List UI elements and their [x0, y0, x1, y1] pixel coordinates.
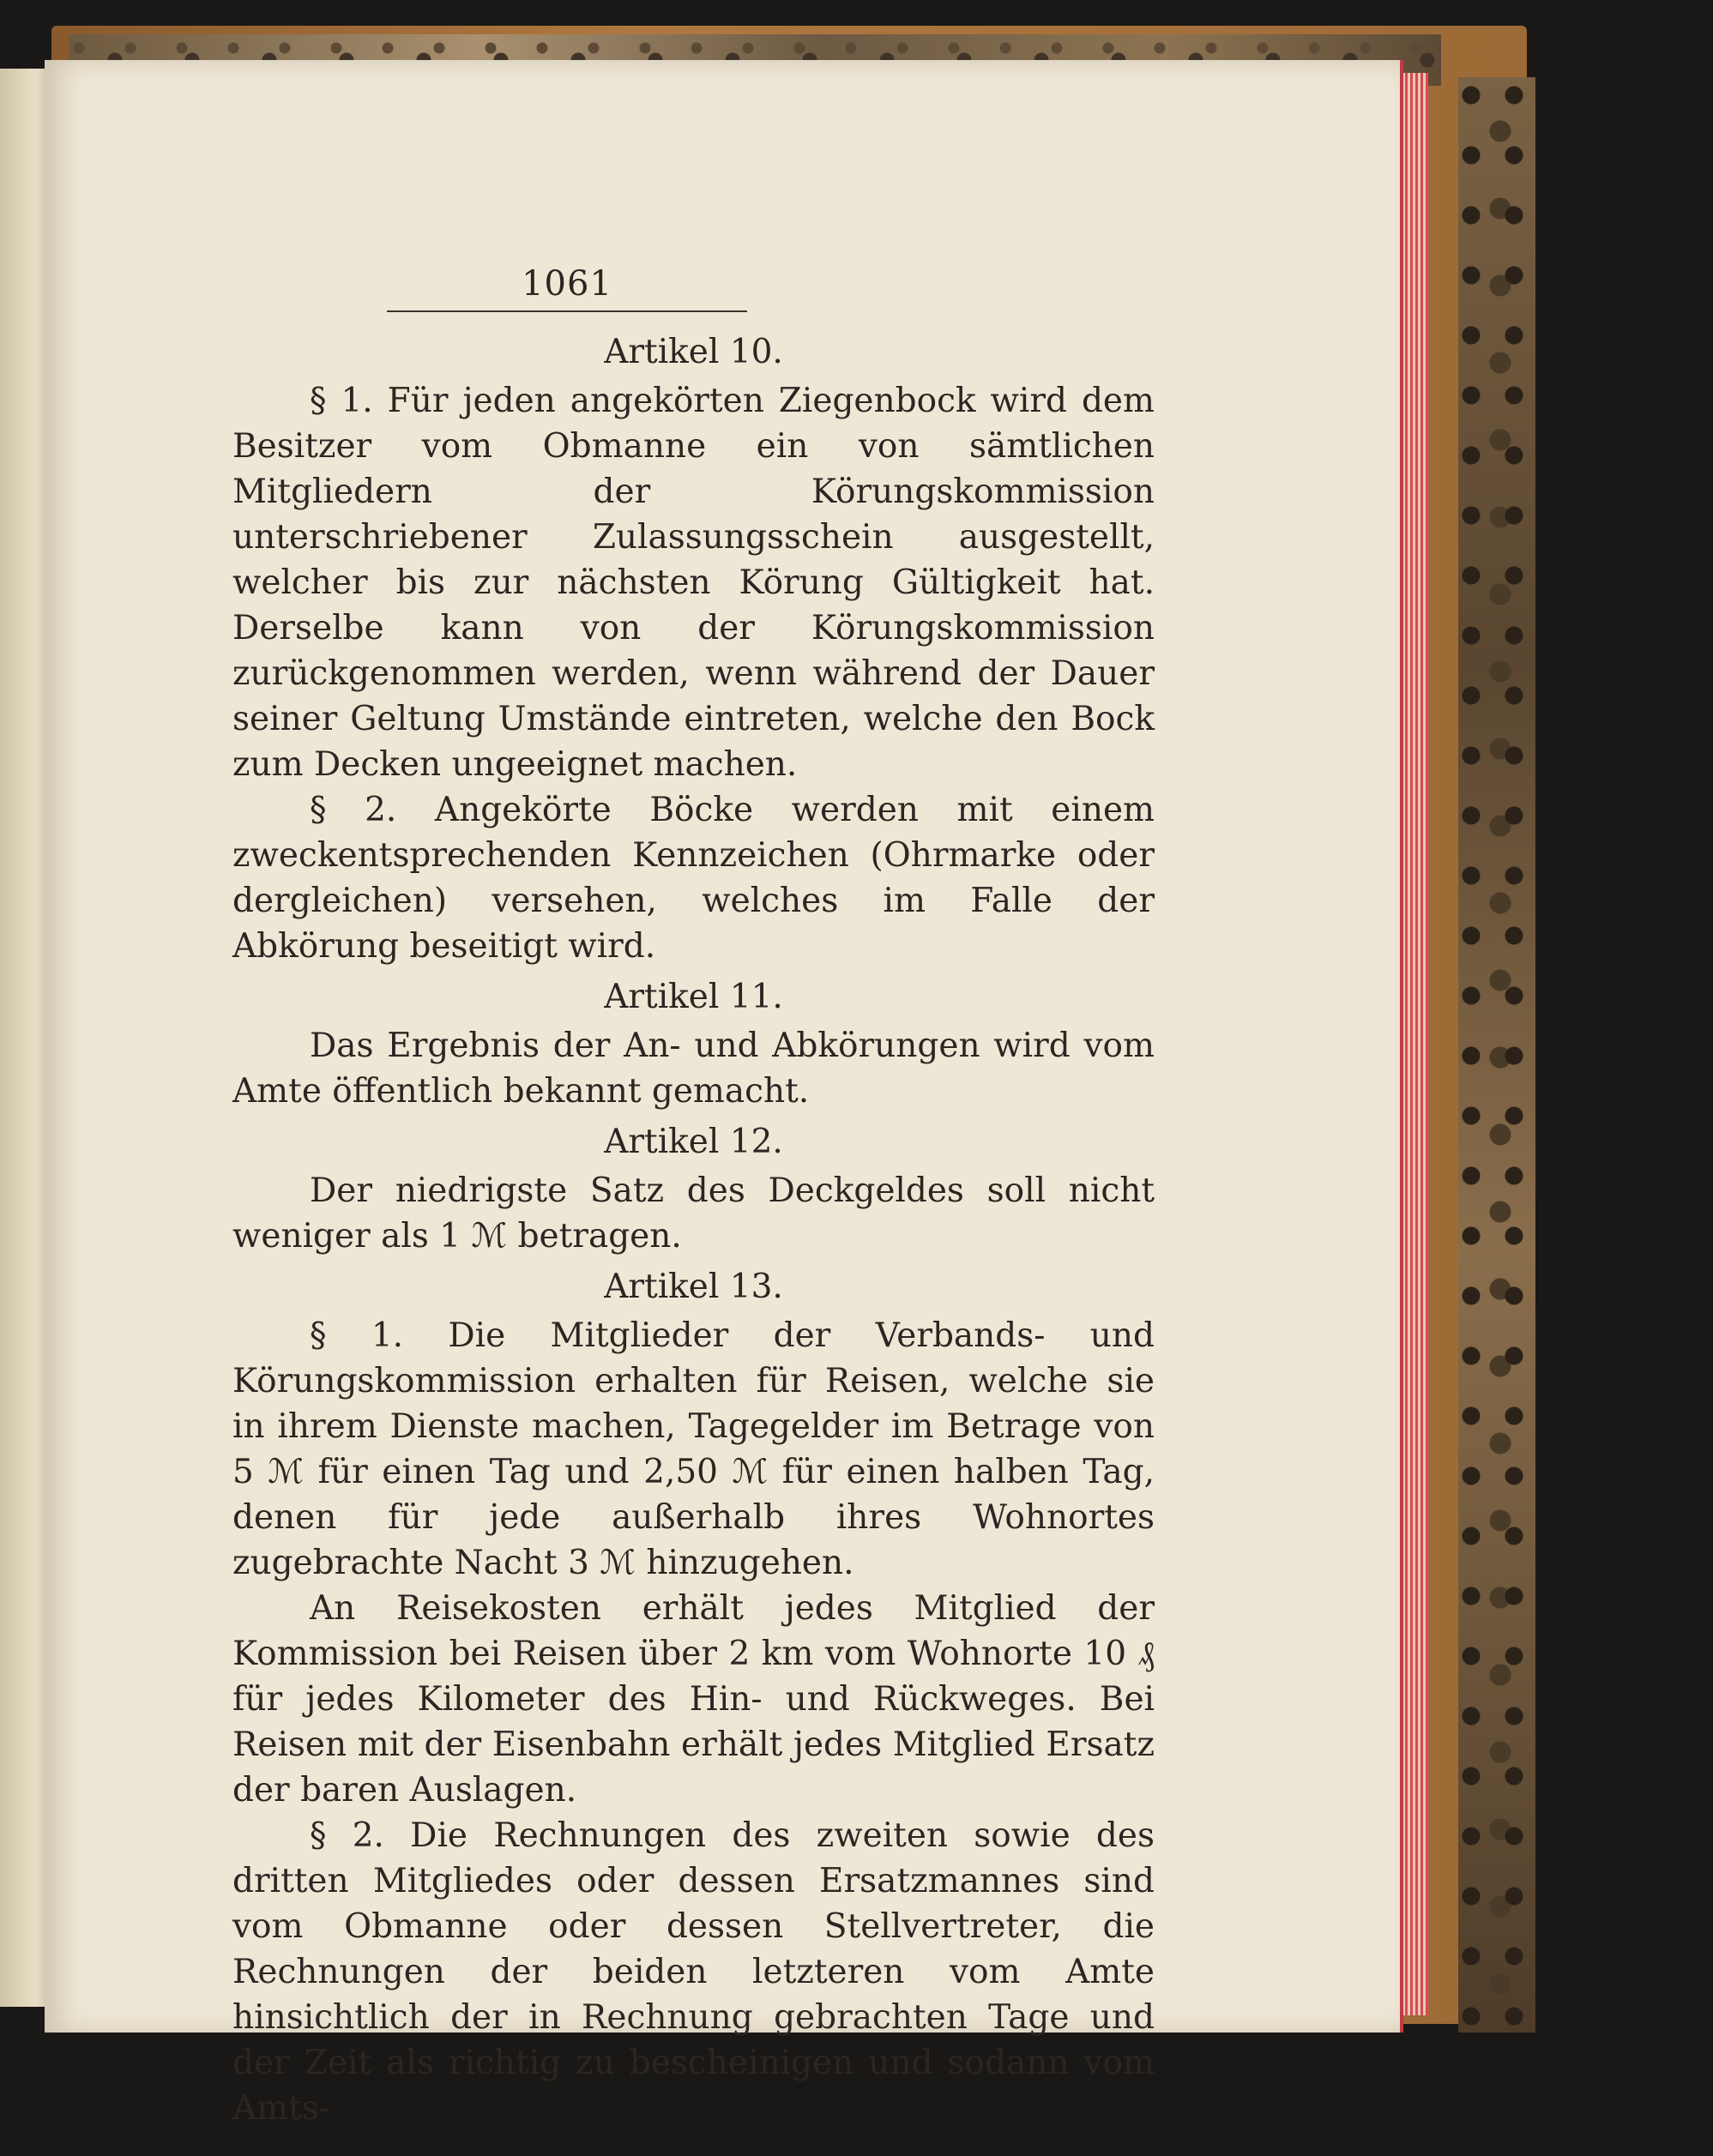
paragraph: § 2. Die Rechnungen des zweiten sowie des dritten Mitgliedes oder dessen Ersatzmannes sind vom Obmanne oder dessen Stellvertreter, die Rechnungen der beiden letzteren vom Amte hinsichtlich der in Rechnung gebrachten Tage und der Zeit als richtig zu bescheinigen und sodann vom Amts-: [232, 1816, 1155, 2128]
paragraph: Der niedrigste Satz des Deckgeldes soll nicht weniger als 1 ℳ betragen.: [232, 1171, 1155, 1256]
article-heading: Artikel 11.: [604, 978, 783, 1016]
paragraph: An Reisekosten erhält jedes Mitglied der Kommission bei Reisen über 2 km vom Wohnorte 10 ₰ für jedes Kilometer des Hin- und Rückweges. Bei Reisen mit der Eisenbahn erhält jedes Mitglied Ersatz der baren Auslagen.: [232, 1589, 1155, 1810]
paragraph: § 1. Die Mitglieder der Verbands- und Körungskommission erhalten für Reisen, welche sie in ihrem Dienste machen, Tagegelder im Betrage von 5 ℳ für einen Tag und 2,50 ℳ für einen halben Tag, denen für jede außerhalb ihres Wohnortes zugebrachte Nacht 3 ℳ hinzugehen.: [232, 1316, 1155, 1582]
page-number: 1061: [387, 262, 747, 312]
article-heading: Artikel 13.: [604, 1268, 783, 1306]
article-heading: Artikel 10.: [604, 333, 783, 371]
paragraph: Das Ergebnis der An- und Abkörungen wird vom Amte öffentlich bekannt gemacht.: [232, 1027, 1155, 1111]
paragraph: § 1. Für jeden angekörten Ziegenbock wird dem Besitzer vom Obmanne ein von sämtlichen Mitgliedern der Körungskommission unterschriebener Zulassungsschein ausgestellt, welcher bis zur nächsten Körung Gültigkeit hat. Derselbe kann von der Körungskommission zurückgenommen werden, wenn während der Dauer seiner Geltung Umstände eintreten, welche den Bock zum Decken ungeeignet machen.: [232, 382, 1155, 784]
book-page: [45, 60, 1403, 2128]
paragraph: § 2. Angekörte Böcke werden mit einem zweckentsprechenden Kennzeichen (Ohrmarke oder dergleichen) versehen, welches im Falle der Abkörung beseitigt wird.: [232, 791, 1155, 966]
article-heading: Artikel 12.: [604, 1123, 783, 1161]
marbled-endpaper-right: [1458, 77, 1535, 2033]
page-content: [232, 262, 1155, 2131]
